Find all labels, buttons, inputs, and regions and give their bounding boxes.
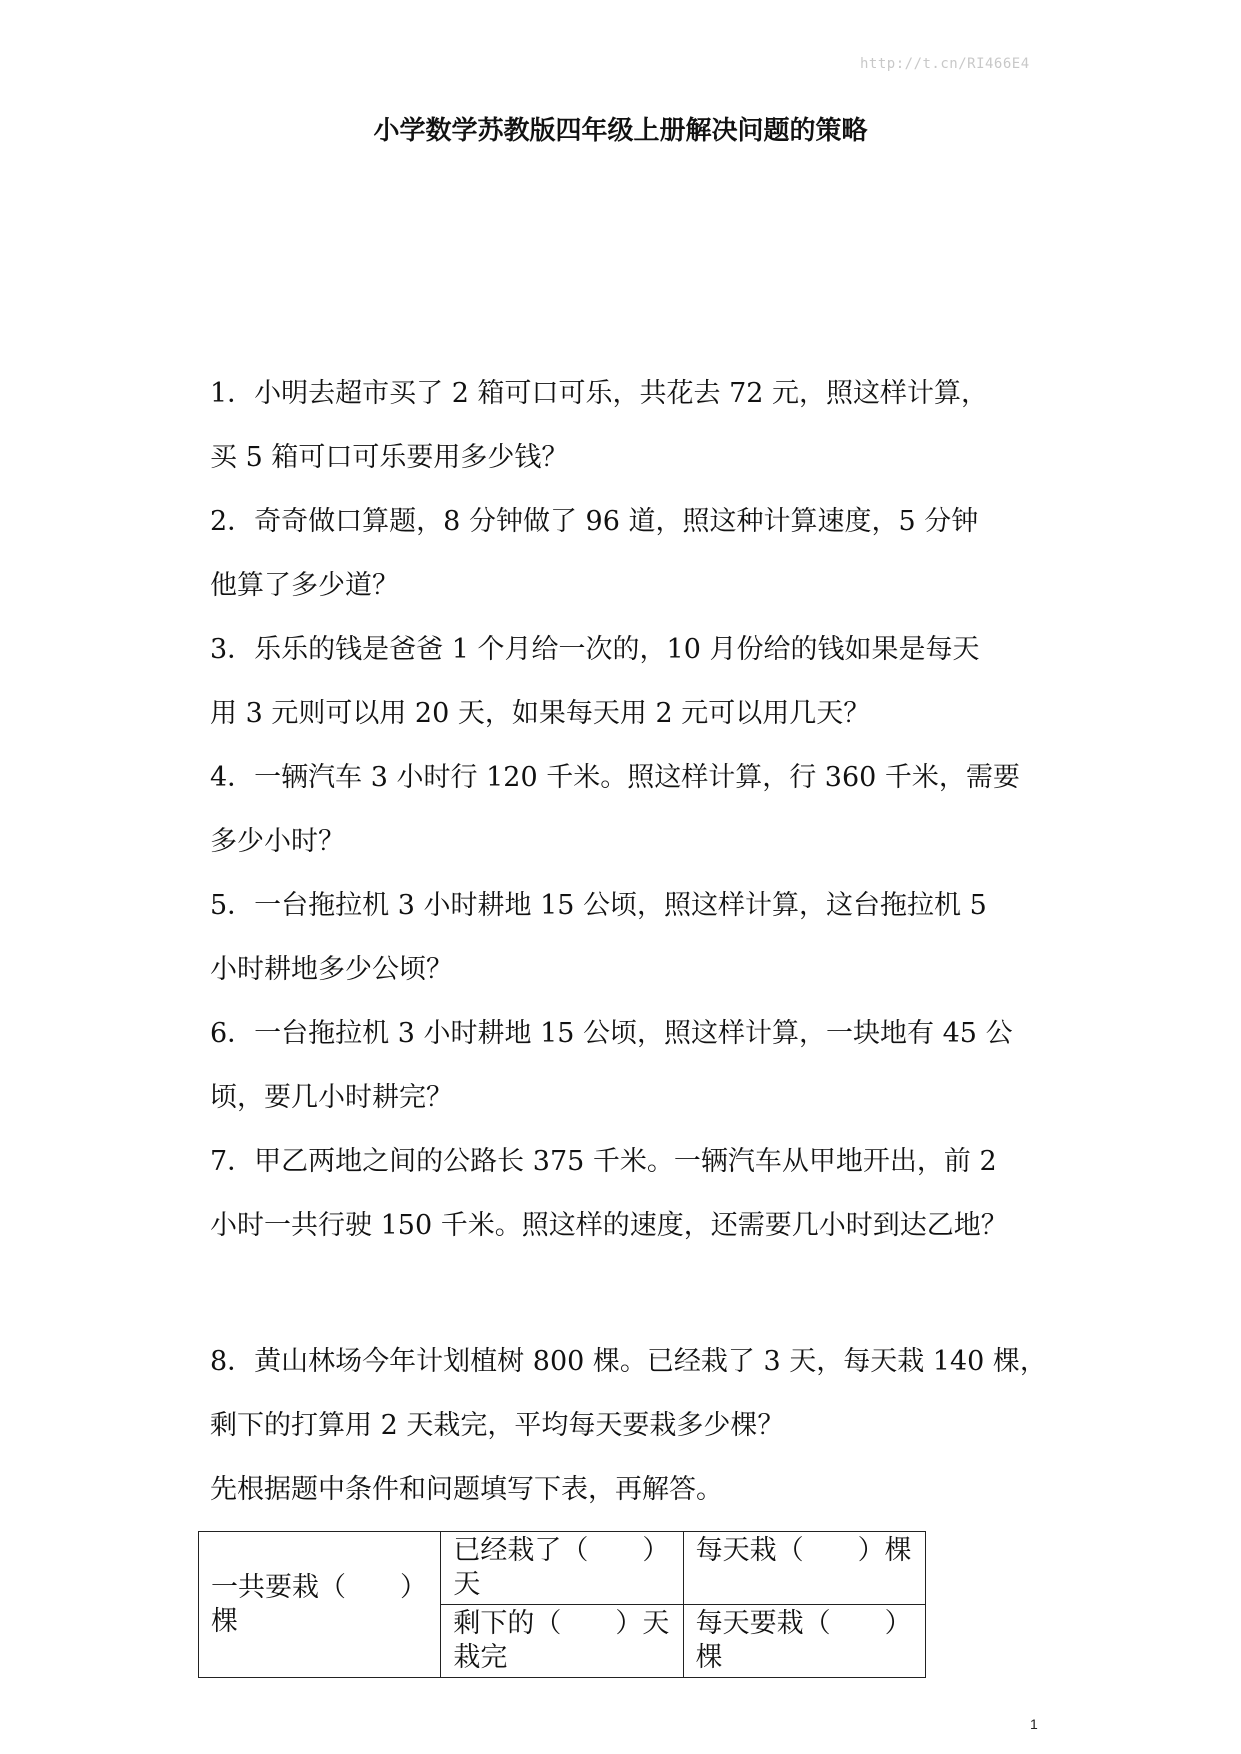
question-line: 1．小明去超市买了 2 箱可口可乐，共花去 72 元，照这样计算， bbox=[210, 378, 989, 409]
per-day-needed-cell[interactable]: 每天要栽（ ）棵 bbox=[683, 1605, 925, 1678]
question-line: 小时一共行驶 150 千米。照这样的速度，还需要几小时到达乙地？ bbox=[210, 1210, 1008, 1241]
question-5 bbox=[210, 874, 1070, 1002]
question-line: 3．乐乐的钱是爸爸 1 个月给一次的，10 月份给的钱如果是每天 bbox=[210, 634, 980, 665]
page-title: 小学数学苏教版四年级上册解决问题的策略 bbox=[373, 116, 868, 146]
question-list bbox=[210, 362, 1070, 1522]
watermark-url: http://t.cn/RI466E4 bbox=[860, 56, 1030, 72]
question-line: 他算了多少道？ bbox=[210, 570, 399, 601]
question-line: 2．奇奇做口算题，8 分钟做了 96 道，照这种计算速度，5 分钟 bbox=[210, 506, 979, 537]
fill-in-table bbox=[198, 1531, 926, 1678]
planted-days-cell[interactable]: 已经栽了（ ）天 bbox=[441, 1532, 683, 1605]
question-8 bbox=[210, 1330, 1070, 1458]
question-3 bbox=[210, 618, 1070, 746]
question-2 bbox=[210, 490, 1070, 618]
question-line: 多少小时？ bbox=[210, 826, 345, 857]
per-day-planted-cell[interactable]: 每天栽（ ）棵 bbox=[683, 1532, 925, 1605]
question-line: 6．一台拖拉机 3 小时耕地 15 公顷，照这样计算，一块地有 45 公 bbox=[210, 1018, 1013, 1049]
section-spacer bbox=[210, 1258, 1070, 1330]
question-line: 剩下的打算用 2 天栽完，平均每天要栽多少棵？ bbox=[210, 1410, 785, 1441]
table-instruction: 先根据题中条件和问题填写下表，再解答。 bbox=[210, 1474, 723, 1505]
question-line: 7．甲乙两地之间的公路长 375 千米。一辆汽车从甲地开出，前 2 bbox=[210, 1146, 997, 1177]
page-number: 1 bbox=[1030, 1716, 1038, 1732]
question-line: 买 5 箱可口可乐要用多少钱？ bbox=[210, 442, 569, 473]
question-line: 5．一台拖拉机 3 小时耕地 15 公顷，照这样计算，这台拖拉机 5 bbox=[210, 890, 987, 921]
remaining-days-cell[interactable]: 剩下的（ ）天栽完 bbox=[441, 1605, 683, 1678]
question-line: 小时耕地多少公顷？ bbox=[210, 954, 453, 985]
question-4 bbox=[210, 746, 1070, 874]
question-7 bbox=[210, 1130, 1070, 1258]
question-6 bbox=[210, 1002, 1070, 1130]
question-line: 8．黄山林场今年计划植树 800 棵。已经栽了 3 天，每天栽 140 棵， bbox=[210, 1346, 1047, 1377]
question-line: 用 3 元则可以用 20 天，如果每天用 2 元可以用几天？ bbox=[210, 698, 871, 729]
total-trees-cell[interactable]: 一共要栽（ ）棵 bbox=[199, 1532, 441, 1678]
question-line: 4．一辆汽车 3 小时行 120 千米。照这样计算，行 360 千米，需要 bbox=[210, 762, 1020, 793]
question-1 bbox=[210, 362, 1070, 490]
question-line: 顷，要几小时耕完？ bbox=[210, 1082, 453, 1113]
